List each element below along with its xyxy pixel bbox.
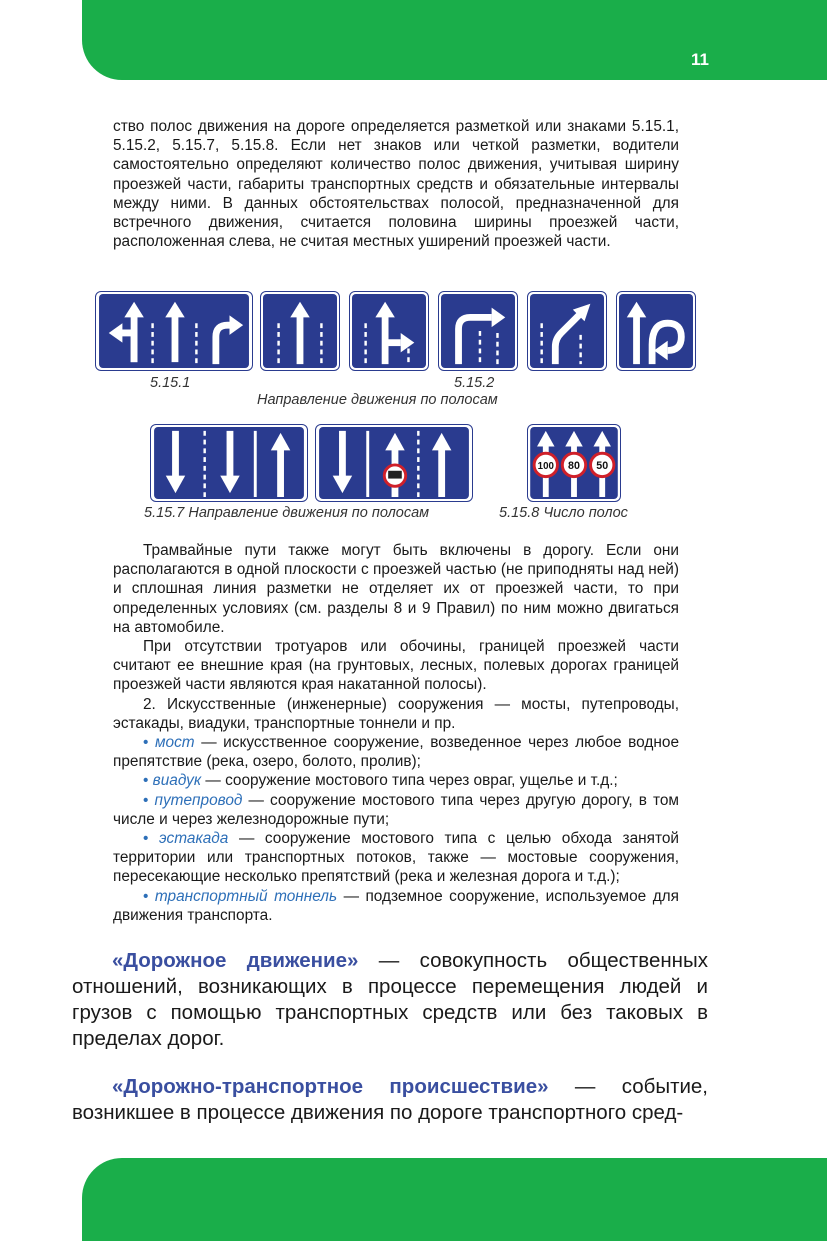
caption-5-15-2: 5.15.2: [454, 375, 495, 391]
definition-accident: «Дорожно-транспортное происшествие» — событие, возникшее в процессе движения по дороге транспортного сред-: [72, 1075, 709, 1124]
bullet-item: • транспортный тоннель — подземное сооружение, используемое для движения транспорта.: [113, 887, 679, 924]
caption-5-15-1: 5.15.1: [150, 375, 191, 391]
sign-right-turn: [438, 291, 518, 371]
footer-band: [82, 1158, 827, 1241]
sign-5-15-7-b: [315, 424, 473, 502]
sign-u-turn: [616, 291, 696, 371]
term-road-traffic: «Дорожное движение»: [112, 949, 359, 972]
term-accident: «Дорожно-транспортное происшествие»: [112, 1075, 549, 1098]
intro-paragraph: [113, 117, 679, 251]
header-band: [82, 0, 827, 80]
sign-5-15-8: [527, 424, 621, 502]
speed-limit-80: 80: [568, 459, 580, 472]
sign-5-15-7-a: [150, 424, 308, 502]
page-number: 11: [691, 50, 709, 69]
caption-5-15-8: 5.15.8 Число полос: [499, 505, 628, 521]
body-text: [113, 541, 679, 925]
structures-paragraph: 2. Искусственные (инженерные) сооружения — мосты, путепроводы, эстакады, виадуки, транспортные тоннели и пр.: [113, 695, 679, 732]
sign-straight-two: [260, 291, 340, 371]
bullet-item: • эстакада — сооружение мостового типа с целью обхода занятой территории или транспортных потоков, также — мостовые сооружения, пересекающие несколько препятствий (река и железная дорога и т.д.);: [113, 830, 679, 886]
caption-direction: Направление движения по полосам: [257, 392, 498, 408]
definition-road-traffic: «Дорожное движение» — совокупность общественных отношений, возникающих в процессе перемещения людей и грузов с помощью транспортных средств или без таковых в пределах дорог.: [72, 949, 708, 1050]
speed-limit-50: 50: [596, 459, 609, 472]
bullet-item: • путепровод — сооружение мостового типа через другую дорогу, в том числе и через железнодорожные пути;: [113, 791, 680, 828]
bullet-item: • мост — искусственное сооружение, возведенное через любое водное препятствие (река, озеро, болото, пролив);: [113, 734, 680, 771]
intro-text: ство полос движения на дороге определяется разметкой или знаками 5.15.1, 5.15.2, 5.15.7, 5.15.8. Если нет знаков или четкой разметки, водители самостоятельно определяют количество полос движения, учитывая ширину проезжей части, габариты транспортных средств и обязательные интервалы между ними. В данных обстоятельствах полосой, предназначенной для встречного движения, считается половина ширины проезжей части, расположенная слева, не считая местных уширений проезжей части.: [113, 118, 679, 251]
edge-paragraph: При отсутствии тротуаров или обочины, границей проезжей части считают ее внешние края (на грунтовых, лесных, полевых дорогах границей проезжей части являются края накатанной полосы).: [113, 638, 679, 694]
sign-straight-right: [349, 291, 429, 371]
speed-limit-100: 100: [537, 460, 554, 472]
tram-paragraph: Трамвайные пути также могут быть включены в дорогу. Если они располагаются в одной плоскости с проезжей частью (не приподняты над ней) и сплошная линия разметки не отделяет их от проезжей части, то при определенных условиях (см. разделы 8 и 9 Правил) по ним можно двигаться на автомобиле.: [113, 542, 679, 636]
sign-5-15-1: [95, 291, 253, 371]
caption-5-15-7: 5.15.7 Направление движения по полосам: [144, 505, 430, 521]
sign-diagonal-right: [527, 291, 607, 371]
bullet-item: • виадук — сооружение мостового типа через овраг, ущелье и т.д.;: [143, 772, 618, 790]
